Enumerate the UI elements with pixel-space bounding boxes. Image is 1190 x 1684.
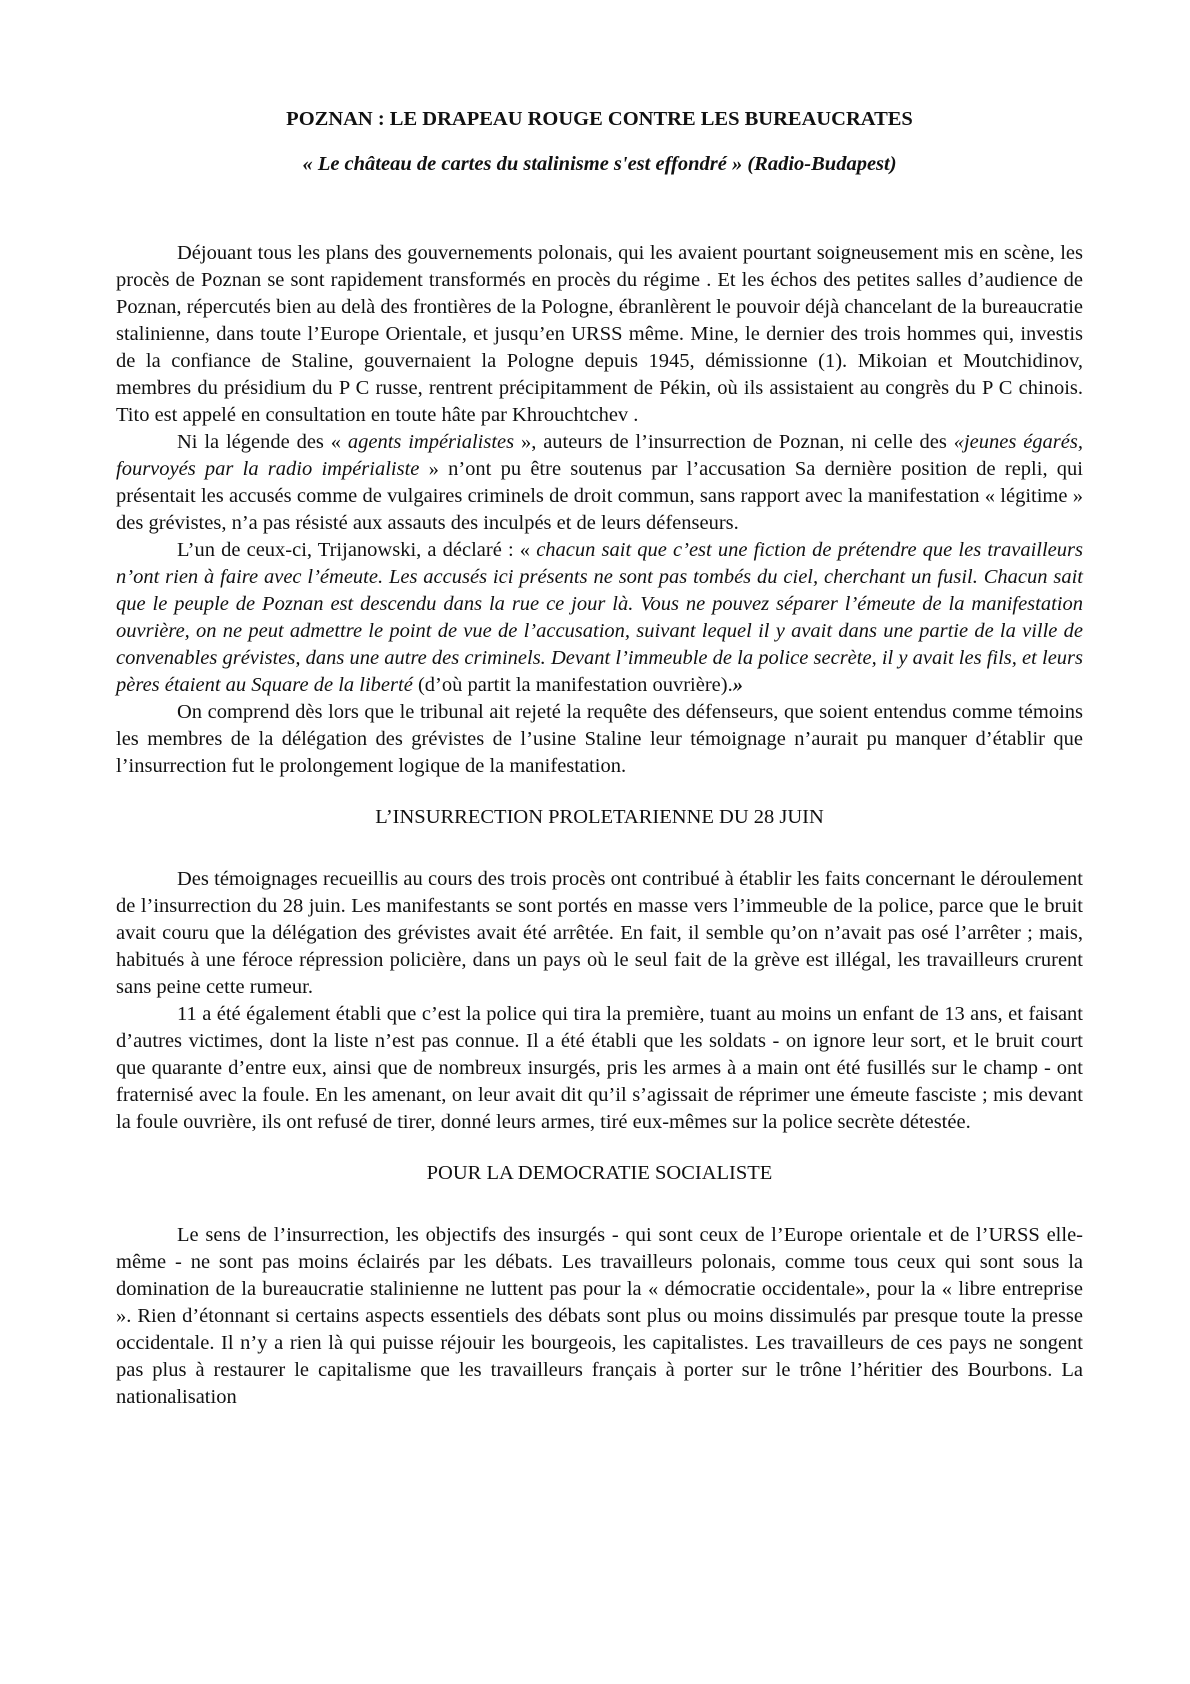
intro-paragraph-1: Déjouant tous les plans des gouvernements polonais, qui les avaient pourtant soigneusement mis en scène, les procès de Poznan se sont rapidement transformés en procès du régime . Et les échos des petites salles d’audience de Poznan, répercutés bien au delà des frontières de la Pologne, ébranlèrent le pouvoir déjà chancelant de la bureaucratie stalinienne, dans toute l’Europe Orientale, et jusqu’en URSS même. Mine, le dernier des trois hommes qui, investis de la confiance de Staline, gouvernaient la Pologne depuis 1945, démissionne (1). Mikoian et Moutchidinov, membres du présidium du P C russe, rentrent précipitamment de Pékin, où ils assistaient au congrès du P C chinois. Tito est appelé en consultation en toute hâte par Khrouchtchev . bbox=[116, 242, 1083, 426]
document-subtitle: « Le château de cartes du stalinisme s'est effondré » (Radio-Budapest) bbox=[302, 153, 897, 175]
intro-p2-text-a: Ni la légende des « bbox=[177, 431, 348, 453]
document-title: POZNAN : LE DRAPEAU ROUGE CONTRE LES BUREAUCRATES bbox=[286, 108, 913, 130]
intro-p2-text-e: » n’ont pu être soutenus par l’accusation Sa dernière position de repli, qui présentait les accusés comme de vulgaires criminels de droit commun, sans rapport avec la manifestation « légitime » des grévistes, n’a pas résisté aux assauts des inculpés et de leurs défenseurs. bbox=[116, 458, 1083, 534]
intro-p2-quote-agents: agents impérialistes bbox=[347, 431, 515, 453]
intro-p2-text-c: », auteurs de l’insurrection de Poznan, ni celle des bbox=[514, 431, 954, 453]
intro-p3-text-a: L’un de ceux-ci, Trijanowski, a déclaré : « bbox=[177, 539, 537, 561]
section1-paragraph-2: 11 a été également établi que c’est la police qui tira la première, tuant au moins un enfant de 13 ans, et faisant d’autres victimes, dont la liste n’est pas connue. Il a été établi que les soldats - on ignore leur sort, et le bruit court que quarante d’entre eux, ainsi que de nombreux insurgés, pris les armes à a main ont été fusillés sur le champ - ont fraternisé avec la foule. En les amenant, on leur avait dit qu’il s’agissait de réprimer une émeute fasciste ; mis devant la foule ouvrière, ils ont refusé de tirer, donné leurs armes, tiré eux-mêmes sur la police secrète détestée. bbox=[116, 1003, 1083, 1133]
intro-p3-text-c: (d’où partit la manifestation ouvrière). bbox=[412, 674, 733, 696]
intro-p3-closing-quote: » bbox=[732, 674, 743, 696]
section2-paragraph-1: Le sens de l’insurrection, les objectifs des insurgés - qui sont ceux de l’Europe orientale et de l’URSS elle-même - ne sont pas moins éclairés par les débats. Les travailleurs polonais, comme tous ceux qui sont sous la domination de la bureaucratie stalinienne ne luttent pas pour la « démocratie occidentale», pour la « libre entreprise ». Rien d’étonnant si certains aspects essentiels des débats sont plus ou moins dissimulés par presque toute la presse occidentale. Il n’y a rien là qui puisse réjouir les bourgeois, les capitalistes. Les travailleurs de ces pays ne songent pas plus à restaurer le capitalisme que les travailleurs français à porter sur le trône l’héritier des Bourbons. La nationalisation bbox=[116, 1224, 1083, 1408]
section-heading-insurrection: L’INSURRECTION PROLETARIENNE DU 28 JUIN bbox=[375, 806, 824, 828]
intro-paragraph-2 bbox=[116, 429, 1083, 537]
intro-paragraph-3 bbox=[116, 537, 1083, 699]
section-heading-democratie: POUR LA DEMOCRATIE SOCIALISTE bbox=[426, 1162, 773, 1184]
intro-paragraph-4: On comprend dès lors que le tribunal ait rejeté la requête des défenseurs, que soient entendus comme témoins les membres de la délégation des grévistes de l’usine Staline leur témoignage n’aurait pu manquer d’établir que l’insurrection fut le prolongement logique de la manifestation. bbox=[116, 701, 1083, 777]
intro-p2-quote-jeunes: «jeunes égarés, fourvoyés par la radio impérialiste bbox=[116, 431, 1083, 480]
intro-p3-quote-trijanowski: chacun sait que c’est une fiction de prétendre que les travailleurs n’ont rien à faire avec l’émeute. Les accusés ici présents ne sont pas tombés du ciel, cherchant un fusil. Chacun sait que le peuple de Poznan est descendu dans la rue ce jour là. Vous ne pouvez séparer l’émeute de la manifestation ouvrière, on ne peut admettre le point de vue de l’accusation, suivant lequel il y avait dans une partie de la ville de convenables grévistes, dans une autre des criminels. Devant l’immeuble de la police secrète, il y avait les fils, et leurs pères étaient au Square de la liberté bbox=[116, 539, 1083, 696]
section1-paragraph-1: Des témoignages recueillis au cours des trois procès ont contribué à établir les faits concernant le déroulement de l’insurrection du 28 juin. Les manifestants se sont portés en masse vers l’immeuble de la police, parce que le bruit avait couru que la délégation des grévistes avait été arrêtée. En fait, il semble qu’on n’avait pas osé l’arrêter ; mais, habitués à une féroce répression policière, dans un pays où le seul fait de la grève est illégal, les travailleurs crurent sans peine cette rumeur. bbox=[116, 868, 1083, 998]
